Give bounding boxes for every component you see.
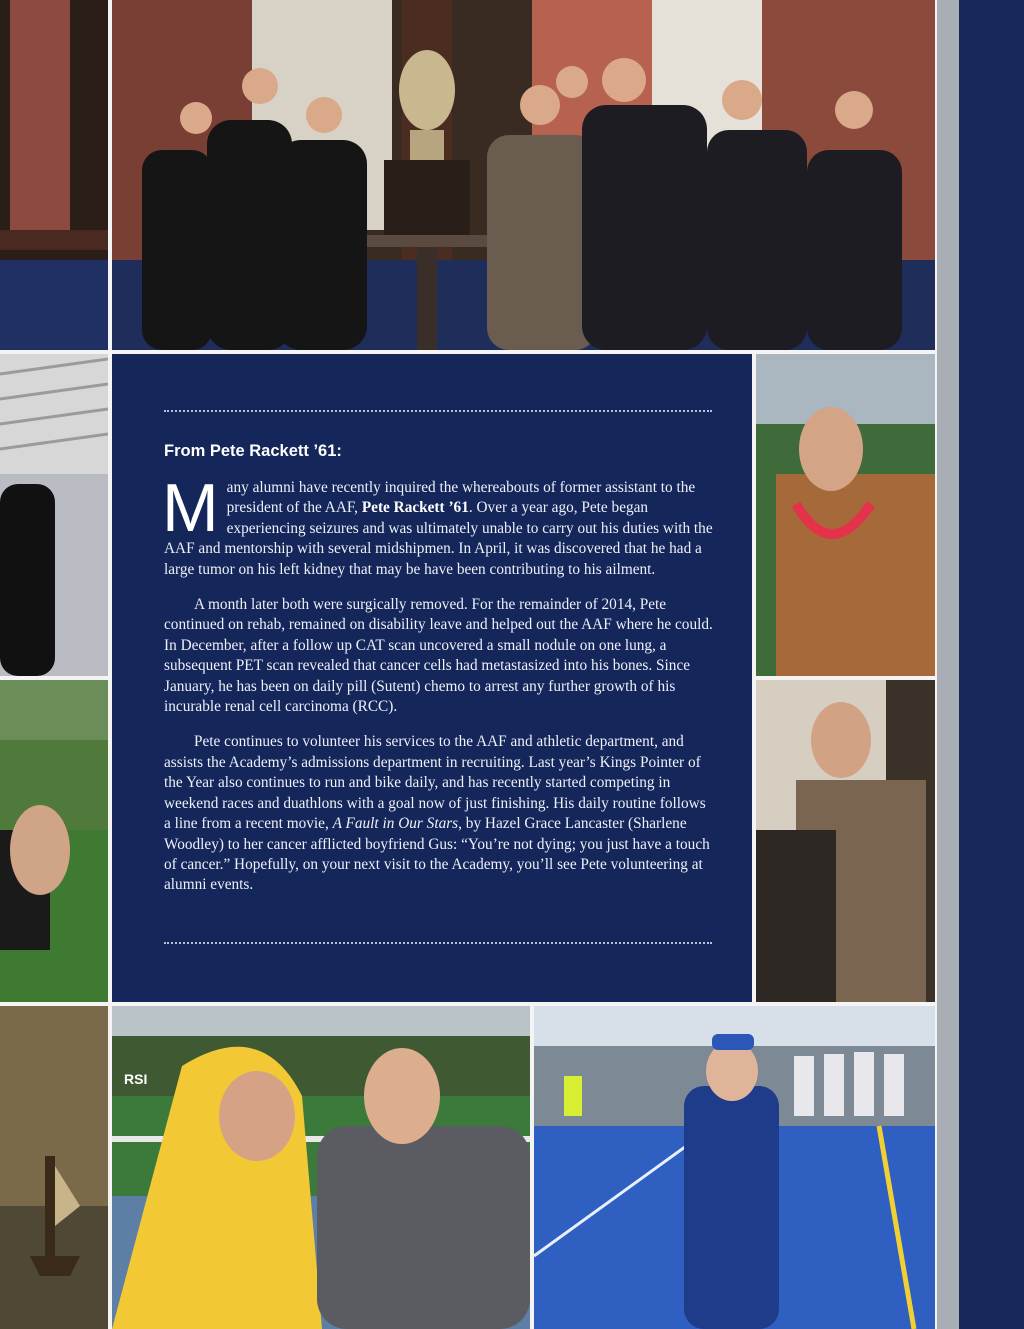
page-edge-strip [937,0,959,1329]
photo-runner-field [0,680,108,1002]
photo-rain-jacket-medal [112,1006,530,1329]
page-edge-navy [959,0,1024,1329]
photo-window-drapes [0,0,108,350]
photo-ship-painting [0,1006,108,1329]
article-heading: From Pete Rackett ’61: [164,442,342,460]
drop-cap: M [162,470,219,546]
paragraph-2: A month later both were surgically removed. For the remainder of 2014, Pete continued on rehab, remained on disability leave and helped out the AAF where he could. In December, after a follow up CAT scan uncovered a small nodule on one lung, a subsequent PET scan revealed that cancer cells had metastasized into his bones. Since January, he has been on daily pill (Sutent) chemo to arrest any further growth of his incurable renal cell carcinoma (RCC). [164,596,713,716]
paragraph-3 [164,732,716,895]
dotted-divider-top [164,410,712,412]
paragraph-3-text-end: , by Hazel Grace Lancaster (Sharlene Woodley) to her cancer afflicted boyfriend Gus: “You’re not dying; you just have a touch of cancer.” Hopefully, on your next visit to the Academy, you’ll see Pete volunteering at alumni events. [164,815,710,894]
photo-track-race [534,1006,935,1329]
photo-man-podium [756,680,935,1002]
dotted-divider-bottom [164,942,712,944]
movie-title: A Fault in Our Stars [332,815,459,833]
photo-stadium-bleachers [0,354,108,676]
banner-text: RSI [124,1071,148,1087]
article-panel [112,354,752,1002]
article-body [162,470,716,911]
name-bold: Pete Rackett ’61 [361,499,469,517]
group-photo-trophy [112,0,935,350]
paragraph-1-text-end: . Over a year ago, Pete began experiencing seizures and was ultimately unable to carry out his duties with the AAF and mentorship with several midshipmen. In April, it was discovered that he had a large tumor on his left kidney that may be have been contributing to his ailment. [164,499,713,578]
photo-man-hawaiian-shirt [756,354,935,676]
paragraph-1 [162,470,716,580]
paragraph-1-text: any alumni have recently inquired the whereabouts of former assistant to the president of the AAF, [226,479,696,517]
paragraph-3-text: Pete continues to volunteer his services to the AAF and athletic department, and assists the Academy’s admissions department in recruiting. Last year’s Kings Pointer of the Year also continues to run and bike daily, and has recently started competing in weekend races and duathlons with a goal now of just finishing. His daily routine follows a line from a recent movie, [164,733,706,833]
